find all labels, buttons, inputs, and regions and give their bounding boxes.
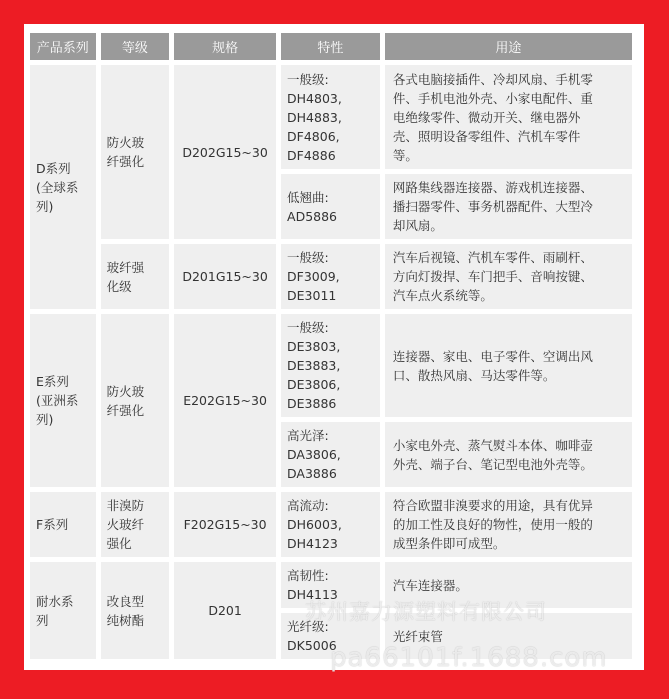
uses-cell-r2: 网路集线器连接器、游戏机连接器、 播扫器零件、事务机器配件、大型冷 却风扇。 xyxy=(385,174,632,239)
uses-cell-r5: 小家电外壳、蒸气熨斗本体、咖啡壶 外壳、端子台、笔记型电池外壳等。 xyxy=(385,422,632,487)
series-cell-f: F系列 xyxy=(30,492,96,557)
table-row xyxy=(30,314,632,417)
props-cell-r5: 高光泽: DA3806, DA3886 xyxy=(281,422,380,487)
spec-table-panel xyxy=(24,24,644,670)
product-spec-table xyxy=(25,28,637,664)
series-cell-d: D系列 (全球系 列) xyxy=(30,65,96,309)
header-spec: 规格 xyxy=(174,33,276,60)
grade-cell-d1: 防火玻 纤强化 xyxy=(101,65,170,239)
uses-cell-r7: 汽车连接器。 xyxy=(385,562,632,608)
table-header-row xyxy=(30,33,632,60)
props-cell-r4: 一般级: DE3803, DE3883, DE3806, DE3886 xyxy=(281,314,380,417)
grade-cell-f1: 非溴防 火玻纤 强化 xyxy=(101,492,170,557)
table-row xyxy=(30,562,632,608)
header-series: 产品系列 xyxy=(30,33,96,60)
props-cell-r2: 低翘曲: AD5886 xyxy=(281,174,380,239)
series-cell-w: 耐水系 列 xyxy=(30,562,96,659)
uses-cell-r3: 汽车后视镜、汽机车零件、雨刷杆、 方向灯拨捍、车门把手、音响按键、 汽车点火系统等。 xyxy=(385,244,632,309)
uses-cell-r1: 各式电脑接插件、冷却风扇、手机零 件、手机电池外壳、小家电配件、重 电绝缘零件、微动开关、继电器外 壳、照明设备零组件、汽机车零件 等。 xyxy=(385,65,632,169)
watermark-company: 苏州嘉力源塑料有限公司 xyxy=(305,600,547,624)
watermark-url: pa66101f.1688.com xyxy=(330,643,608,673)
series-cell-e: E系列 (亚洲系 列) xyxy=(30,314,96,487)
props-cell-r8: 光纤级: DK5006 xyxy=(281,613,380,659)
table-row xyxy=(30,244,632,309)
uses-cell-r4: 连接器、家电、电子零件、空调出风 口、散热风扇、马达零件等。 xyxy=(385,314,632,417)
spec-cell-d2: D201G15~30 xyxy=(174,244,276,309)
table-row xyxy=(30,65,632,169)
uses-cell-r6: 符合欧盟非溴要求的用途，具有优异 的加工性及良好的物性，使用一般的 成型条件即可成型。 xyxy=(385,492,632,557)
spec-cell-w1: D201 xyxy=(174,562,276,659)
spec-cell-d1: D202G15~30 xyxy=(174,65,276,239)
uses-cell-r8: 光纤束管 xyxy=(385,613,632,659)
grade-cell-d2: 玻纤强 化级 xyxy=(101,244,170,309)
header-properties: 特性 xyxy=(281,33,380,60)
header-grade: 等级 xyxy=(101,33,170,60)
grade-cell-w1: 改良型 纯树酯 xyxy=(101,562,170,659)
spec-cell-e1: E202G15~30 xyxy=(174,314,276,487)
props-cell-r6: 高流动: DH6003, DH4123 xyxy=(281,492,380,557)
props-cell-r3: 一般级: DF3009, DE3011 xyxy=(281,244,380,309)
props-cell-r1: 一般级: DH4803, DH4883, DF4806, DF4886 xyxy=(281,65,380,169)
spec-cell-f1: F202G15~30 xyxy=(174,492,276,557)
props-cell-r7: 高韧性: DH4113 xyxy=(281,562,380,608)
header-uses: 用途 xyxy=(385,33,632,60)
grade-cell-e1: 防火玻 纤强化 xyxy=(101,314,170,487)
table-row xyxy=(30,492,632,557)
